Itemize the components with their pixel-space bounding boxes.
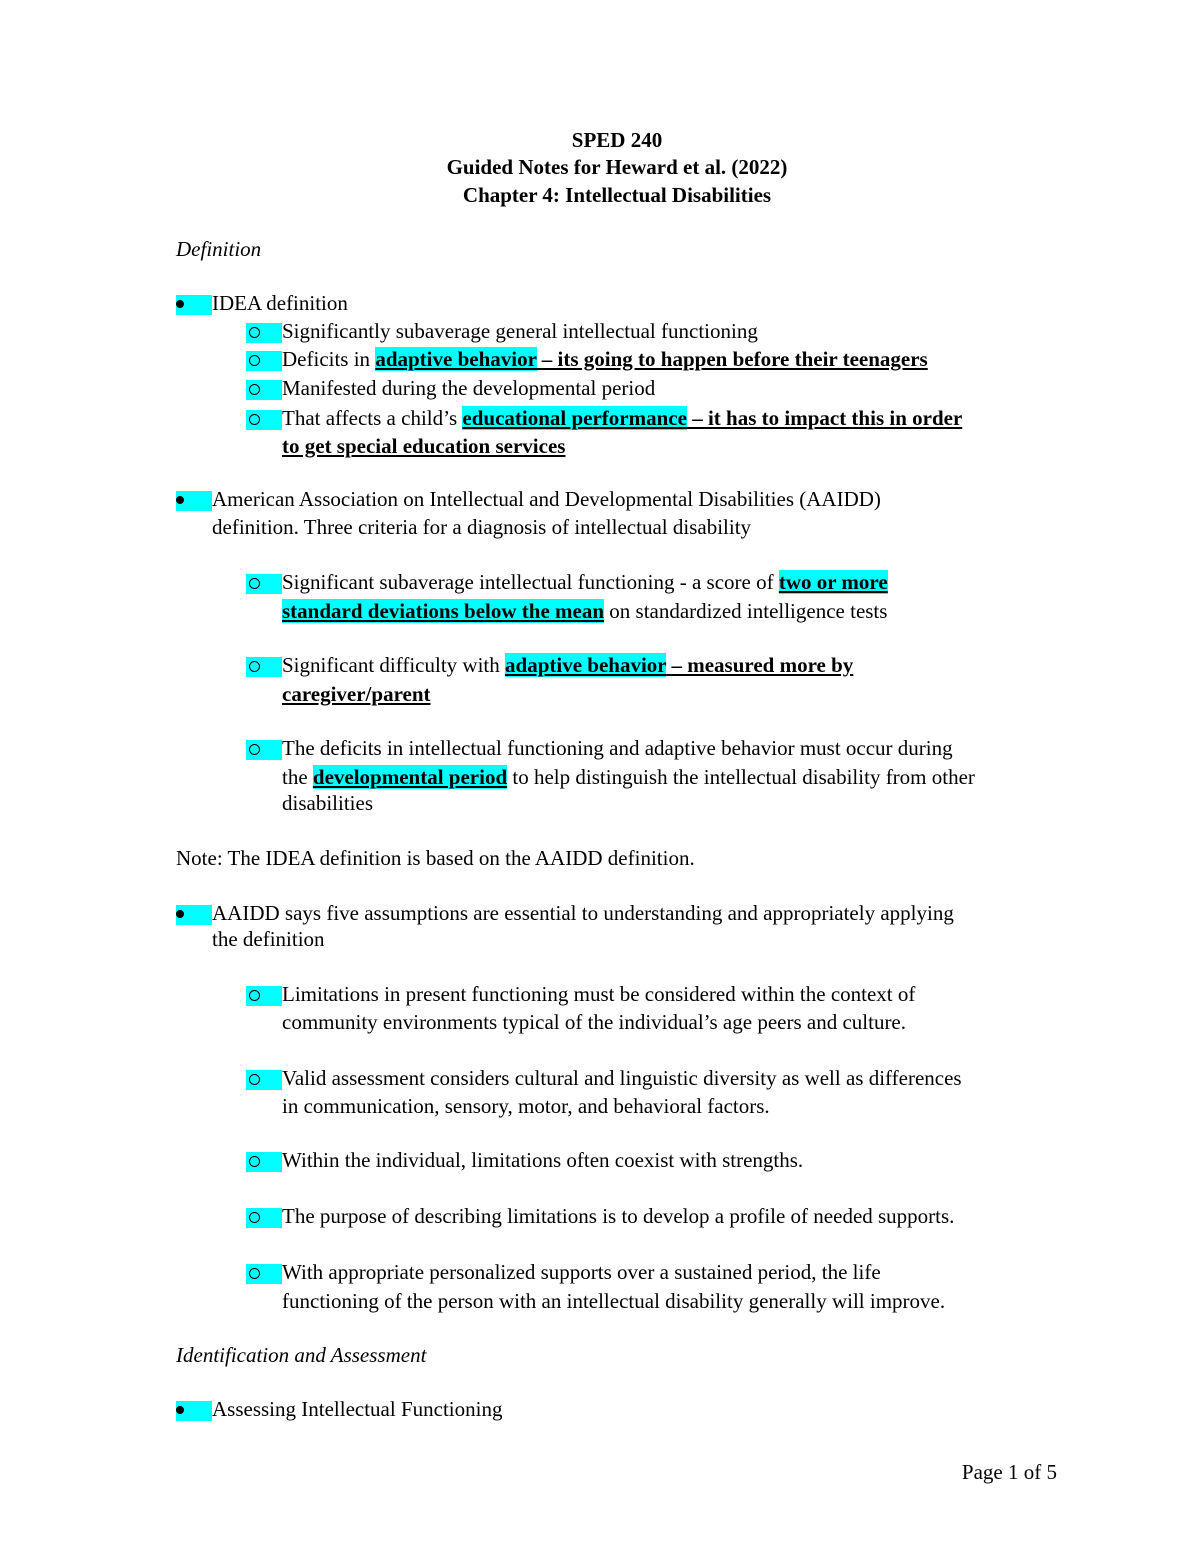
bullet-icon (176, 1401, 212, 1421)
circle-bullet-icon (246, 574, 282, 594)
circle-bullet-icon (246, 1070, 282, 1090)
identification-item: Assessing Intellectual Functioning (212, 1397, 503, 1421)
circle-bullet-icon (246, 1152, 282, 1172)
assumption-item-cont: in communication, sensory, motor, and behavioral factors. (282, 1094, 770, 1118)
student-note: to get special education services (282, 434, 566, 458)
assumptions-label: AAIDD says five assumptions are essential to understanding and appropriately applying (212, 901, 954, 925)
highlight-term: adaptive behavior (505, 653, 667, 677)
aaidd-criterion: The deficits in intellectual functioning and adaptive behavior must occur during (282, 736, 953, 760)
circle-bullet-icon (246, 657, 282, 677)
text: Deficits in (282, 347, 376, 371)
section-heading-definition: Definition (176, 237, 262, 261)
text: to help distinguish the intellectual disability from other (507, 765, 975, 789)
course-title: SPED 240 (571, 128, 663, 152)
circle-bullet-icon (246, 740, 282, 760)
idea-definition-label: IDEA definition (212, 291, 348, 315)
circle-bullet-icon (246, 323, 282, 343)
text: Significant subaverage intellectual functioning - a score of (282, 570, 779, 594)
assumption-item: The purpose of describing limitations is to develop a profile of needed supports. (282, 1204, 955, 1228)
assumption-item: Limitations in present functioning must be considered within the context of (282, 982, 916, 1006)
assumption-item: With appropriate personalized supports over a sustained period, the life (282, 1260, 881, 1284)
text: Significant difficulty with (282, 653, 506, 677)
idea-item (282, 347, 928, 372)
section-heading-identification: Identification and Assessment (176, 1343, 427, 1367)
chapter-title: Chapter 4: Intellectual Disabilities (462, 183, 772, 207)
aaidd-criterion (282, 570, 888, 595)
circle-bullet-icon (246, 1208, 282, 1228)
assumption-item-cont: functioning of the person with an intellectual disability generally will improve. (282, 1289, 946, 1313)
student-note: – measured more by (666, 653, 854, 677)
aaidd-definition-label: American Association on Intellectual and Developmental Disabilities (AAIDD) (212, 487, 881, 511)
highlight-term: two or more (778, 570, 888, 594)
aaidd-criterion (282, 653, 853, 678)
bullet-icon (176, 905, 212, 925)
student-note: caregiver/parent (282, 682, 431, 706)
definition-note: Note: The IDEA definition is based on the AAIDD definition. (176, 846, 695, 870)
bullet-icon (176, 491, 212, 511)
highlight-term: developmental period (312, 765, 508, 789)
assumption-item: Valid assessment considers cultural and linguistic diversity as well as differences (282, 1066, 962, 1090)
assumption-item-cont: community environments typical of the individual’s age peers and culture. (282, 1010, 907, 1034)
aaidd-criterion-cont: disabilities (282, 791, 373, 815)
circle-bullet-icon (246, 1264, 282, 1284)
circle-bullet-icon (246, 410, 282, 430)
aaidd-definition-label-cont: definition. Three criteria for a diagnosis of intellectual disability (212, 515, 752, 539)
circle-bullet-icon (246, 351, 282, 371)
assumption-item: Within the individual, limitations often coexist with strengths. (282, 1148, 804, 1172)
idea-item (282, 406, 962, 431)
circle-bullet-icon (246, 380, 282, 400)
bullet-icon (176, 295, 212, 315)
page-number: Page 1 of 5 (961, 1460, 1057, 1484)
highlight-term: educational performance (462, 406, 687, 430)
aaidd-criterion-cont (282, 765, 975, 790)
text: the (282, 765, 313, 789)
student-note: – its going to happen before their teenagers (536, 347, 928, 371)
student-note: – it has to impact this in order (686, 406, 963, 430)
aaidd-criterion-cont (282, 599, 887, 624)
highlight-term: standard deviations below the mean (282, 599, 605, 623)
text: on standardized intelligence tests (604, 599, 888, 623)
idea-item: Manifested during the developmental period (282, 376, 656, 400)
text: That affects a child’s (282, 406, 463, 430)
assumptions-label-cont: the definition (212, 927, 325, 951)
idea-item: Significantly subaverage general intellectual functioning (282, 319, 758, 343)
circle-bullet-icon (246, 986, 282, 1006)
highlight-term: adaptive behavior (375, 347, 537, 371)
document-subtitle: Guided Notes for Heward et al. (2022) (446, 155, 788, 179)
